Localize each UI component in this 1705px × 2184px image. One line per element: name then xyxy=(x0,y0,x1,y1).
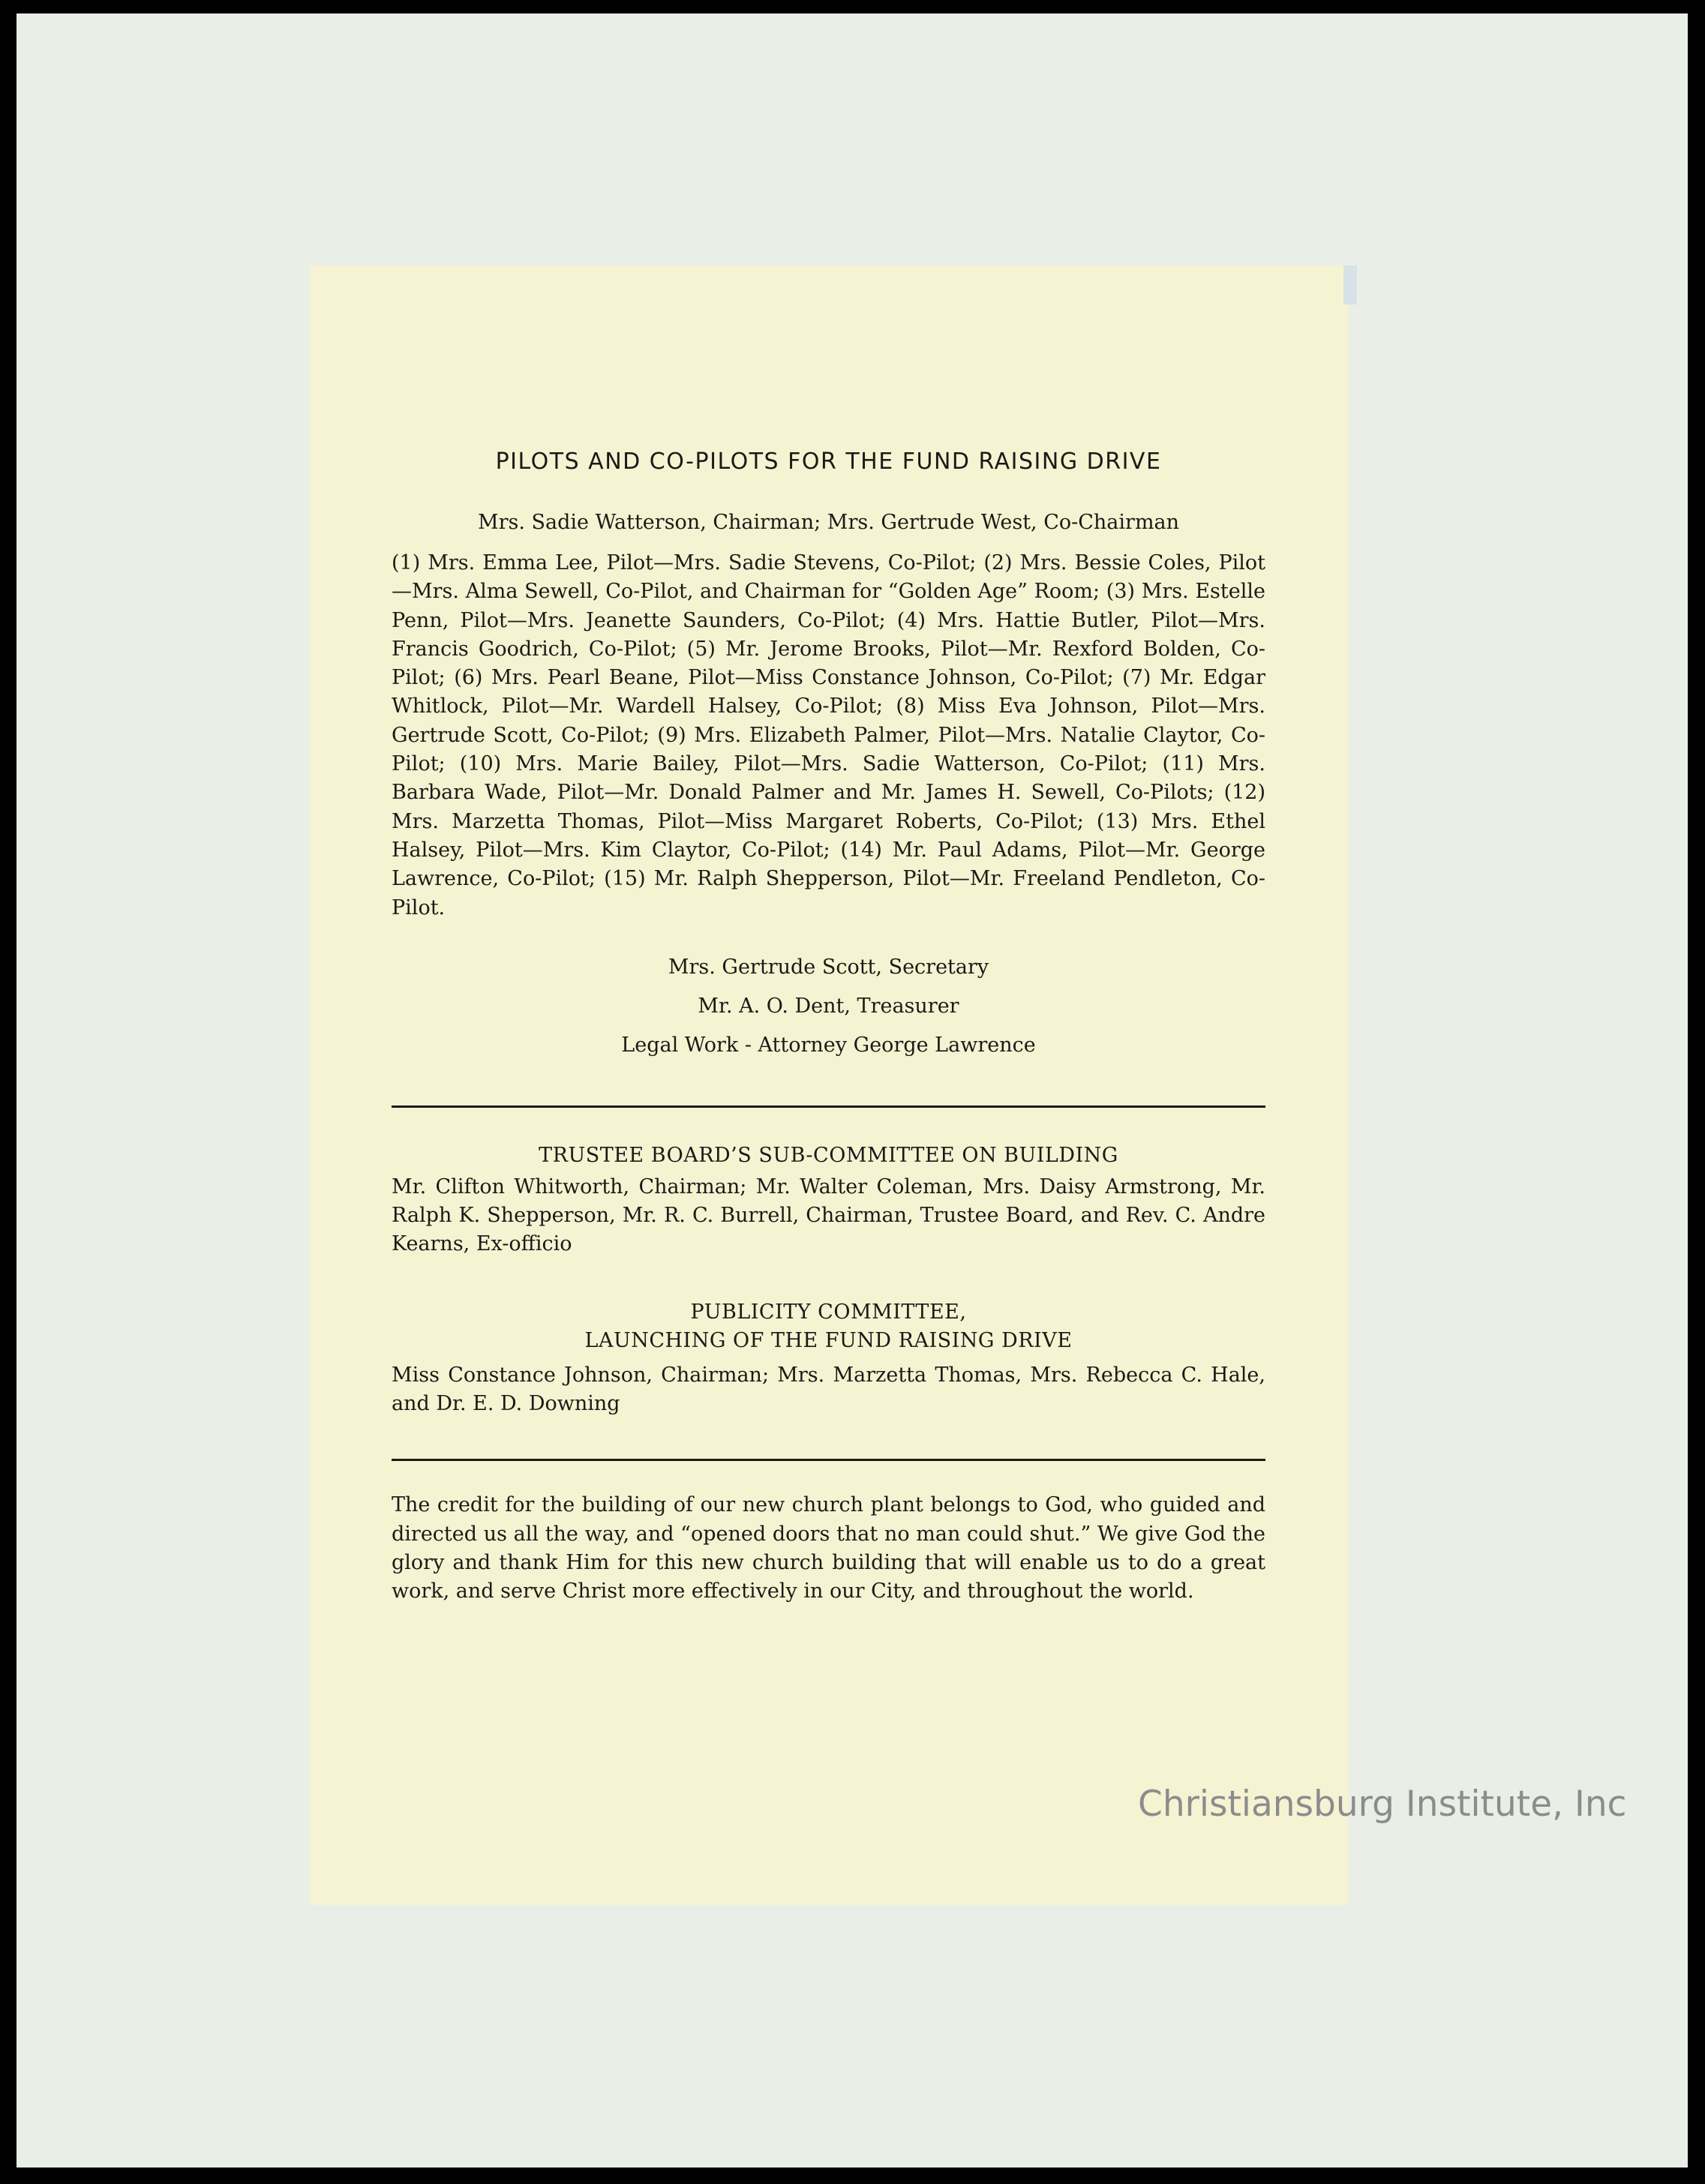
pilots-paragraph: (1) Mrs. Emma Lee, Pilot—Mrs. Sadie Stevens, Co-Pilot; (2) Mrs. Bessie Coles, Pilot—Mrs. Alma Sewell, Co-Pilot, and Chairman for “Golden Age” Room; (3) Mrs. Estelle Penn, Pilot—Mrs. Jeanette Saunders, Co-Pilot; (4) Mrs. Hattie Butler, Pilot—Mrs. Francis Goodrich, Co-Pilot; (5) Mr. Jerome Brooks, Pilot—Mr. Rexford Bolden, Co-Pilot; (6) Mrs. Pearl Beane, Pilot—Miss Constance Johnson, Co-Pilot; (7) Mr. Edgar Whitlock, Pilot—Mr. Wardell Halsey, Co-Pilot; (8) Miss Eva Johnson, Pilot—Mrs. Gertrude Scott, Co-Pilot; (9) Mrs. Elizabeth Palmer, Pilot—Mrs. Natalie Claytor, Co-Pilot; (10) Mrs. Marie Bailey, Pilot—Mrs. Sadie Watterson, Co-Pilot; (11) Mrs. Barbara Wade, Pilot—Mr. Donald Palmer and Mr. James H. Sewell, Co-Pilots; (12) Mrs. Marzetta Thomas, Pilot—Miss Margaret Roberts, Co-Pilot; (13) Mrs. Ethel Halsey, Pilot—Mrs. Kim Claytor, Co-Pilot; (14) Mr. Paul Adams, Pilot—Mr. George Lawrence, Co-Pilot; (15) Mr. Ralph Shepperson, Pilot—Mr. Freeland Pendleton, Co-Pilot. xyxy=(392,551,1265,920)
officers-list xyxy=(392,948,1265,1065)
officer-secretary: Mrs. Gertrude Scott, Secretary xyxy=(668,955,989,979)
document-page xyxy=(310,266,1348,1905)
publicity-section-title xyxy=(392,1298,1265,1355)
divider-rule xyxy=(392,1106,1265,1108)
officer-treasurer: Mr. A. O. Dent, Treasurer xyxy=(698,994,959,1018)
publicity-title-line1: PUBLICITY COMMITTEE, xyxy=(690,1300,967,1324)
document-content xyxy=(392,448,1265,1606)
document-title: PILOTS AND CO-PILOTS FOR THE FUND RAISING DRIVE xyxy=(495,448,1162,475)
officer-legal: Legal Work - Attorney George Lawrence xyxy=(621,1033,1036,1057)
publicity-paragraph: Miss Constance Johnson, Chairman; Mrs. Marzetta Thomas, Mrs. Rebecca C. Hale, and Dr. E. D. Downing xyxy=(392,1363,1265,1416)
publicity-title-line2: LAUNCHING OF THE FUND RAISING DRIVE xyxy=(584,1328,1073,1352)
chair-line: Mrs. Sadie Watterson, Chairman; Mrs. Gertrude West, Co-Chairman xyxy=(477,511,1180,534)
trustee-paragraph: Mr. Clifton Whitworth, Chairman; Mr. Walter Coleman, Mrs. Daisy Armstrong, Mr. Ralph K. Shepperson, Mr. R. C. Burrell, Chairman, Trustee Board, and Rev. C. Andre Kearns, Ex-officio xyxy=(392,1174,1265,1256)
watermark-text: Christiansburg Institute, Inc xyxy=(1138,1784,1627,1825)
trustee-section-title: TRUSTEE BOARD’S SUB-COMMITTEE ON BUILDING xyxy=(539,1143,1118,1167)
closing-paragraph: The credit for the building of our new church plant belongs to God, who guided and directed us all the way, and “opened doors that no man could shut.” We give God the glory and thank Him for this new church building that will enable us to do a great work, and serve Christ more effectively in our City, and throughout the world. xyxy=(392,1493,1265,1604)
divider-rule xyxy=(392,1459,1265,1461)
paper-edge-strip xyxy=(1343,266,1357,304)
